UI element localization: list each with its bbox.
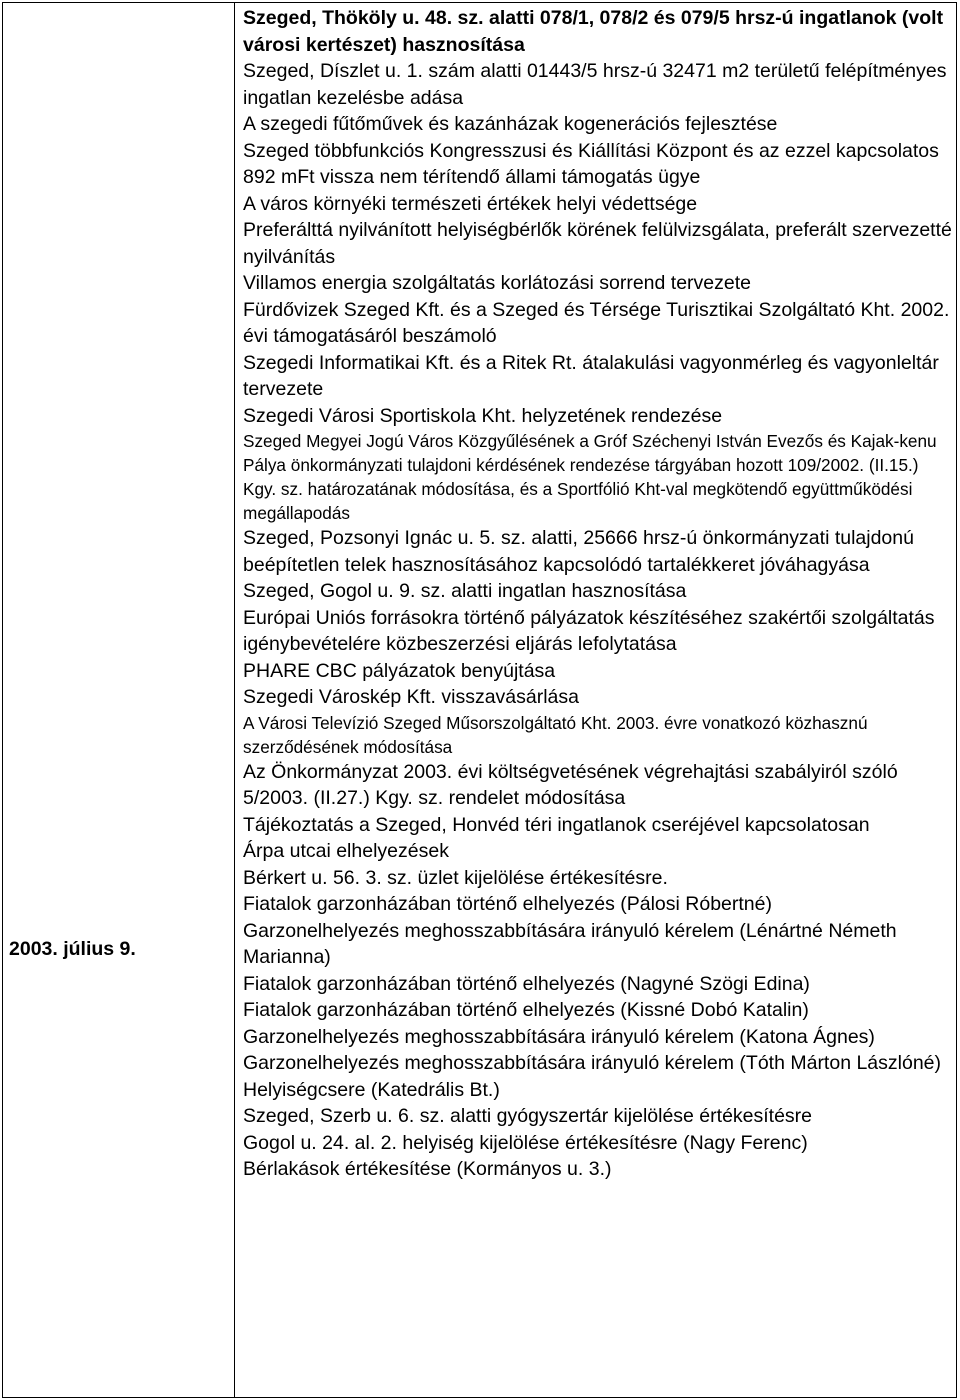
- agenda-item: Bérkert u. 56. 3. sz. üzlet kijelölése értékesítésre.: [243, 866, 668, 889]
- agenda-item: Garzonelhelyezés meghosszabbítására irányuló kérelem (Katona Ágnes): [243, 1025, 875, 1048]
- agenda-item: Garzonelhelyezés meghosszabbítására irányuló kérelem (Tóth Márton Lászlóné): [243, 1052, 942, 1074]
- agenda-item: Fürdővizek Szeged Kft. és a Szeged és Térsége Turisztikai Szolgáltató Kht. 2002. évi támogatásáról beszámoló: [243, 298, 950, 347]
- agenda-item: Tájékoztatás a Szeged, Honvéd téri ingatlanok cseréjével kapcsolatosan: [243, 813, 870, 836]
- agenda-item: Európai Uniós forrásokra történő pályázatok készítéséhez szakértői szolgáltatás igénybevételére közbeszerzési eljárás lefolytatása: [243, 606, 935, 655]
- agenda-item: A város környéki természeti értékek helyi védettsége: [243, 192, 698, 215]
- agenda-item: Az Önkormányzat 2003. évi költségvetésének végrehajtási szabályiról szóló 5/2003. (II.27.) Kgy. sz. rendelet módosítása: [243, 760, 898, 809]
- agenda-item: Szeged Megyei Jogú Város Közgyűlésének a Gróf Széchenyi István Evezős és Kajak-kenu Pálya önkormányzati tulajdoni kérdésének rendezése tárgyában hozott 109/2002. (II.15.) Kgy. sz. határozatának módosítása, és a Sportfólió Kht-val megkötendő együttműködési megállapodás: [243, 431, 937, 523]
- agenda-item: Szeged, Pozsonyi Ignác u. 5. sz. alatti, 25666 hrsz-ú önkormányzati tulajdonú beépítetlen telek hasznosításához kapcsolódó tartalékkeret jóváhagyása: [243, 527, 914, 576]
- agenda-item: Árpa utcai elhelyezések: [243, 840, 449, 862]
- agenda-item: Szegedi Informatikai Kft. és a Ritek Rt. átalakulási vagyonmérleg és vagyonleltár tervezete: [243, 351, 939, 400]
- agenda-item: Fiatalok garzonházában történő elhelyezés (Kissné Dobó Katalin): [243, 999, 809, 1021]
- agenda-item: Fiatalok garzonházában történő elhelyezés (Pálosi Róbertné): [243, 893, 772, 915]
- agenda-item: Preferálttá nyilvánított helyiségbérlők körének felülvizsgálata, preferált szervezetté nyilvánítás: [243, 219, 952, 268]
- column-divider: [234, 3, 235, 1397]
- agenda-item: A szegedi fűtőművek és kazánházak kogenerációs fejlesztése: [243, 113, 778, 135]
- agenda-item: Szegedi Városi Sportiskola Kht. helyzetének rendezése: [243, 404, 723, 427]
- agenda-table: [2, 2, 957, 1398]
- agenda-item: Villamos energia szolgáltatás korlátozási sorrend tervezete: [243, 272, 751, 294]
- agenda-item: Garzonelhelyezés meghosszabbítására irányuló kérelem (Lénártné Németh Marianna): [243, 919, 897, 968]
- agenda-item: Gogol u. 24. al. 2. helyiség kijelölése értékesítésre (Nagy Ferenc): [243, 1131, 808, 1154]
- agenda-item: Szeged, Thököly u. 48. sz. alatti 078/1, 078/2 és 079/5 hrsz-ú ingatlanok (volt városi kertészet) hasznosítása: [243, 7, 944, 56]
- agenda-item: Szeged, Gogol u. 9. sz. alatti ingatlan hasznosítása: [243, 580, 687, 602]
- agenda-item-list: [243, 5, 955, 1183]
- agenda-item: Helyiségcsere (Katedrális Bt.): [243, 1078, 500, 1101]
- meeting-date: 2003. július 9.: [9, 938, 136, 960]
- agenda-item: Szeged, Díszlet u. 1. szám alatti 01443/5 hrsz-ú 32471 m2 területű felépítményes ingatlan kezelésbe adása: [243, 60, 947, 109]
- agenda-item: Szeged többfunkciós Kongresszusi és Kiállítási Központ és az ezzel kapcsolatos 892 mFt vissza nem térítendő állami támogatás ügye: [243, 139, 939, 188]
- agenda-item: Szeged, Szerb u. 6. sz. alatti gyógyszertár kijelölése értékesítésre: [243, 1105, 813, 1127]
- agenda-item: Bérlakások értékesítése (Kormányos u. 3.): [243, 1158, 612, 1180]
- agenda-item: Fiatalok garzonházában történő elhelyezés (Nagyné Szögi Edina): [243, 972, 810, 995]
- agenda-item: Szegedi Városkép Kft. visszavásárlása: [243, 686, 579, 708]
- agenda-item: PHARE CBC pályázatok benyújtása: [243, 659, 556, 682]
- agenda-items-cell: [243, 5, 955, 1183]
- agenda-item: A Városi Televízió Szeged Műsorszolgáltató Kht. 2003. évre vonatkozó közhasznú szerződésének módosítása: [243, 712, 868, 757]
